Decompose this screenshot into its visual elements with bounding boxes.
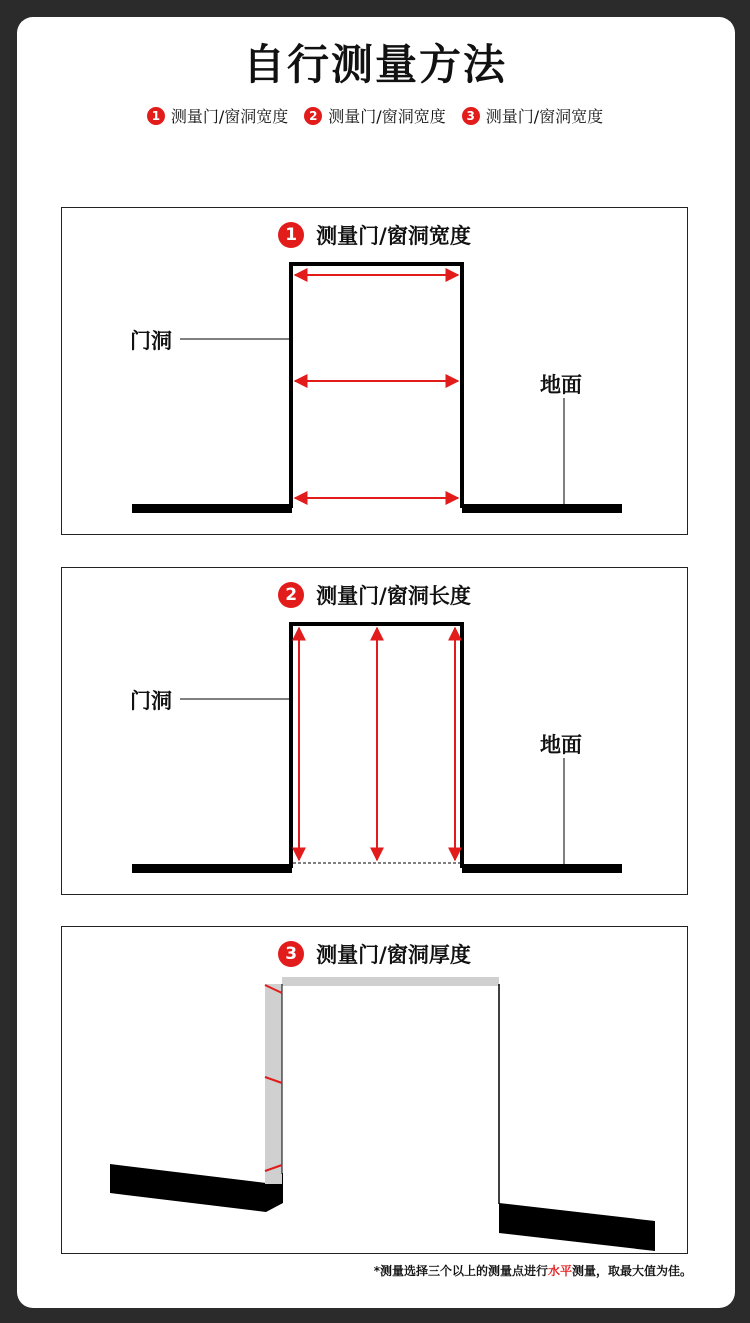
panel-title-2 <box>62 580 687 610</box>
door-frame <box>291 264 462 508</box>
wall-thickness-side <box>265 984 282 1184</box>
panel-badge-2: 2 <box>278 582 304 608</box>
panel-length <box>61 567 688 895</box>
step-label-3: 测量门/窗洞宽度 <box>485 107 604 126</box>
thickness-diagram <box>62 927 689 1255</box>
length-diagram <box>62 568 689 896</box>
step-item-3 <box>462 104 603 127</box>
footnote-highlight: 水平 <box>547 1264 572 1278</box>
step-label-2: 测量门/窗洞宽度 <box>328 107 446 126</box>
footnote-after: 测量，取最大值为佳。 <box>571 1264 692 1278</box>
step-badge-1: 1 <box>147 107 165 125</box>
door-label: 门洞 <box>130 329 172 353</box>
ground-right <box>462 864 622 873</box>
ground-label: 地面 <box>540 733 582 757</box>
panel-title-1 <box>62 220 687 250</box>
ground-left <box>132 504 292 513</box>
ground-left <box>110 1164 283 1212</box>
ground-right <box>462 504 622 513</box>
ground-left <box>132 864 292 873</box>
step-label-1: 测量门/窗洞宽度 <box>170 107 289 126</box>
lintel-top <box>282 977 499 986</box>
ground-right <box>499 1203 655 1251</box>
step-badge-2: 2 <box>304 107 322 125</box>
page-title: 自行测量方法 <box>242 40 507 89</box>
footnote-before: *测量选择三个以上的测量点进行 <box>373 1264 548 1278</box>
panel-title-3 <box>62 939 687 969</box>
step-item-1 <box>147 104 288 127</box>
panel-width <box>61 207 688 535</box>
panel-badge-3: 3 <box>278 941 304 967</box>
panel-thickness <box>61 926 688 1254</box>
panel-title-text-1: 测量门/窗洞宽度 <box>316 224 471 248</box>
step-summary <box>0 104 750 127</box>
step-badge-3: 3 <box>462 107 480 125</box>
width-diagram <box>62 208 689 536</box>
panel-title-text-2: 测量门/窗洞长度 <box>316 584 471 608</box>
panel-title-text-3: 测量门/窗洞厚度 <box>316 943 471 967</box>
door-label: 门洞 <box>130 689 172 713</box>
panel-badge-1: 1 <box>278 222 304 248</box>
step-item-2 <box>304 104 445 127</box>
ground-label: 地面 <box>540 373 582 397</box>
footnote <box>374 1262 692 1279</box>
